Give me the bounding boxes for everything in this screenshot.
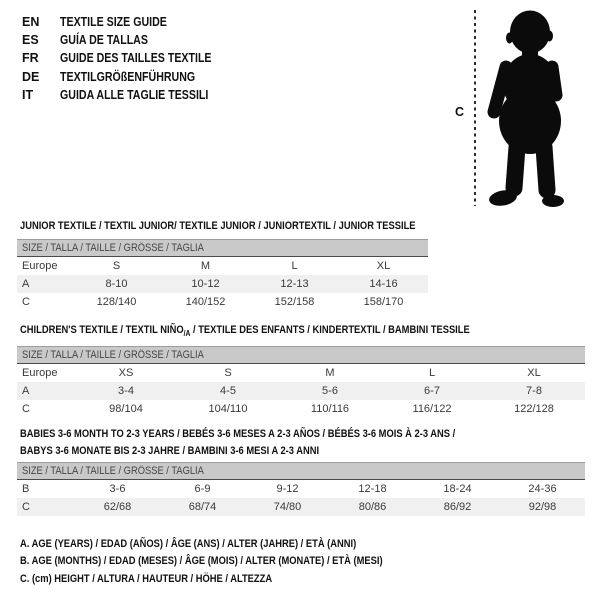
height-measure-label: C bbox=[455, 105, 465, 119]
table-row-age bbox=[17, 382, 585, 400]
row-label: C bbox=[17, 498, 75, 516]
baby-toddler-silhouette-image bbox=[486, 9, 566, 207]
table-cell: 10-12 bbox=[161, 275, 250, 293]
table-cell: 86/92 bbox=[415, 498, 500, 516]
language-code: IT bbox=[22, 87, 34, 102]
table-row-europe bbox=[17, 257, 428, 276]
table-row-europe bbox=[17, 364, 585, 383]
table-cell: 152/158 bbox=[274, 296, 315, 308]
table-cell: 128/140 bbox=[96, 296, 137, 308]
table-cell: S bbox=[112, 260, 121, 272]
children-section-heading: CHILDREN'S TEXTILE / TEXTIL $NIÑO_{/A}$ / TEXTILE DES ENFANTS / KINDERTEXTIL / BAMBINI TESSILE bbox=[20, 324, 470, 339]
table-cell: S bbox=[224, 367, 232, 379]
size-header-bar: SIZE / TALLA / TAILLE / GRÖSSE / TAGLIA bbox=[17, 347, 585, 364]
table-cell: 68/74 bbox=[160, 498, 245, 516]
language-row bbox=[22, 31, 238, 49]
table-cell: 122/128 bbox=[514, 403, 554, 415]
table-row-height bbox=[17, 400, 585, 418]
table-cell: M bbox=[325, 367, 335, 379]
babies-section-heading: BABIES 3-6 MONTH TO 2-3 YEARS / BEBÉS 3-6 MESES A 2-3 AÑOS / BÉBÉS 3-6 MOIS À 2-3 ANS / BABYS 3-6 MONATE BIS 2-3 JAHRE / BAMBINI 3-6 MESI A 2-3 ANNI bbox=[20, 428, 456, 457]
language-code: FR bbox=[22, 51, 39, 66]
table-cell: 5-6 bbox=[279, 382, 381, 400]
table-cell: 98/104 bbox=[109, 403, 143, 415]
table-cell: 14-16 bbox=[339, 275, 428, 293]
table-cell: 8-10 bbox=[72, 275, 161, 293]
size-header-row bbox=[17, 240, 428, 257]
language-title: TEXTILE SIZE GUIDE bbox=[60, 15, 167, 29]
table-cell: 24-36 bbox=[528, 483, 557, 495]
language-row bbox=[22, 68, 238, 86]
table-cell: 12-18 bbox=[358, 483, 387, 495]
footnote-b: B. AGE (MONTHS) / EDAD (MESES) / ÂGE (MOIS) / ALTER (MONATE) / ETÀ (MESI) bbox=[20, 555, 383, 568]
junior-section-heading: JUNIOR TEXTILE / TEXTIL JUNIOR/ TEXTILE JUNIOR / JUNIORTEXTIL / JUNIOR TESSILE bbox=[20, 220, 416, 232]
table-cell: 158/170 bbox=[363, 296, 404, 308]
row-label: Europe bbox=[22, 367, 58, 379]
table-cell: 6-7 bbox=[381, 382, 483, 400]
language-title: TEXTILGRÖßENFÜHRUNG bbox=[60, 69, 196, 84]
table-cell: XS bbox=[118, 367, 134, 379]
language-row bbox=[22, 49, 238, 67]
table-cell: 4-5 bbox=[177, 382, 279, 400]
size-header-bar: SIZE / TALLA / TAILLE / GRÖSSE / TAGLIA bbox=[17, 463, 585, 480]
height-measure-dashed-line bbox=[474, 10, 476, 206]
children-size-table bbox=[17, 346, 585, 418]
table-cell: 6-9 bbox=[194, 483, 211, 495]
footnote-c: C. (cm) HEIGHT / ALTURA / HAUTEUR / HÖHE / ALTEZZA bbox=[20, 572, 273, 585]
table-cell: 74/80 bbox=[245, 498, 330, 516]
language-row bbox=[22, 13, 238, 31]
row-label: C bbox=[22, 403, 30, 415]
row-label: A bbox=[17, 275, 72, 293]
table-row-age bbox=[17, 275, 428, 293]
language-code: EN bbox=[22, 15, 40, 29]
row-label: A bbox=[17, 382, 75, 400]
junior-size-table bbox=[17, 239, 428, 311]
language-title-list bbox=[22, 13, 238, 104]
legend-footnotes bbox=[20, 536, 447, 588]
language-code: ES bbox=[22, 33, 39, 48]
table-cell: 104/110 bbox=[208, 403, 248, 415]
row-label: Europe bbox=[22, 260, 58, 272]
size-header-row bbox=[17, 463, 585, 480]
table-row-age-months bbox=[17, 480, 585, 499]
language-title: GUÍA DE TALLAS bbox=[60, 33, 148, 48]
language-code: DE bbox=[22, 69, 40, 84]
table-cell: L bbox=[291, 260, 298, 272]
table-row-height bbox=[17, 293, 428, 311]
table-cell: 110/116 bbox=[310, 403, 350, 415]
row-label: C bbox=[22, 296, 30, 308]
size-header-bar: SIZE / TALLA / TAILLE / GRÖSSE / TAGLIA bbox=[17, 240, 428, 257]
language-title: GUIDE DES TAILLES TEXTILE bbox=[60, 51, 212, 66]
table-cell: L bbox=[428, 367, 436, 379]
language-title: GUIDA ALLE TAGLIE TESSILI bbox=[60, 87, 209, 102]
table-cell: 116/122 bbox=[412, 403, 452, 415]
table-cell: 92/98 bbox=[500, 498, 585, 516]
table-cell: 12-13 bbox=[250, 275, 339, 293]
table-cell: 7-8 bbox=[483, 382, 585, 400]
row-label: B bbox=[22, 483, 30, 495]
table-cell: XL bbox=[376, 260, 391, 272]
table-cell: XL bbox=[527, 367, 541, 379]
footnote-a: A. AGE (YEARS) / EDAD (AÑOS) / ÂGE (ANS) / ALTER (JAHRE) / ETÀ (ANNI) bbox=[20, 538, 357, 550]
table-row-height bbox=[17, 498, 585, 516]
babies-size-table bbox=[17, 462, 585, 516]
table-cell: 3-4 bbox=[75, 382, 177, 400]
table-cell: 9-12 bbox=[276, 483, 299, 495]
table-cell: 18-24 bbox=[443, 483, 472, 495]
table-cell: M bbox=[200, 260, 211, 272]
table-cell: 3-6 bbox=[109, 483, 126, 495]
size-header-row bbox=[17, 347, 585, 364]
table-cell: 140/152 bbox=[185, 296, 226, 308]
language-row bbox=[22, 86, 238, 104]
table-cell: 62/68 bbox=[75, 498, 160, 516]
table-cell: 80/86 bbox=[330, 498, 415, 516]
